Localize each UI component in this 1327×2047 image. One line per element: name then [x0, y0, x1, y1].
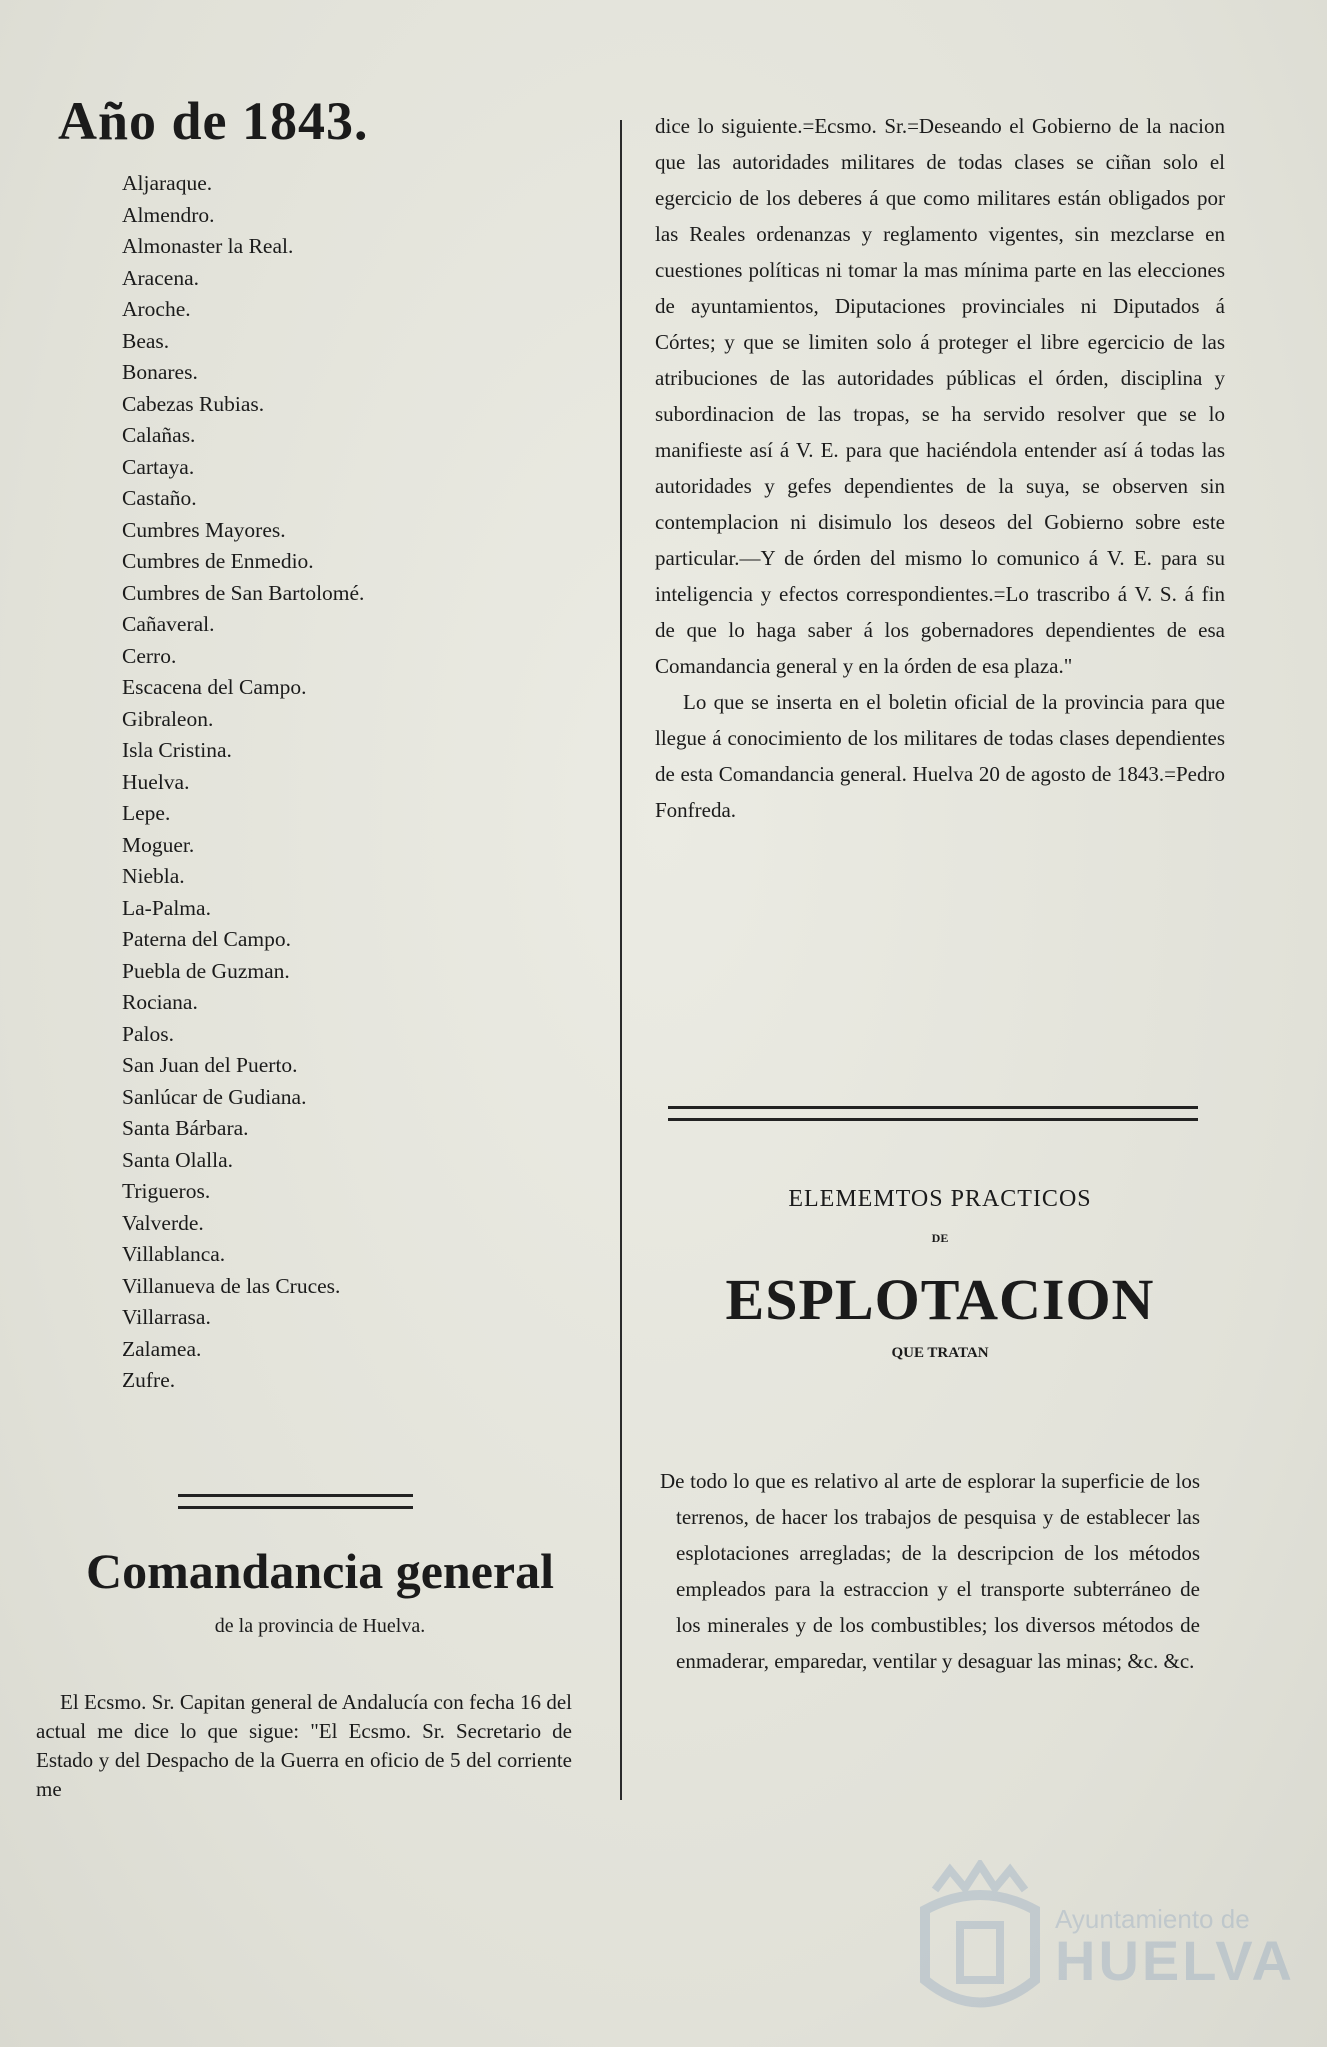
elementos-line4: QUE TRATAN: [891, 1345, 989, 1361]
section-divider-right: [668, 1106, 1198, 1121]
elementos-paragraph: De todo lo que es relativo al arte de esplorar la superficie de los terrenos, de hacer los trabajos de pesquisa y de establecer las esplotaciones arregladas; de la descripcion de los métodos empleados para la estraccion y el transporte subterráneo de los minerales y de los combustibles; los diversos métodos de enmaderar, emparedar, ventilar y desaguar las minas; &c. &c.: [660, 1469, 1200, 1673]
town-item: Aroche.: [122, 297, 191, 321]
left-column: [40, 90, 600, 1397]
town-item: Castaño.: [122, 486, 197, 510]
town-item: Trigueros.: [122, 1179, 211, 1203]
comandancia-paragraph: El Ecsmo. Sr. Capitan general de Andalucía con fecha 16 del actual me dice lo que sigue: "El Ecsmo. Sr. Secretario de Estado y del Despacho de la Guerra en oficio de 5 del corriente me: [36, 1690, 572, 1801]
town-item: Isla Cristina.: [122, 738, 232, 762]
town-item: Beas.: [122, 328, 170, 353]
town-item: Almonaster la Real.: [122, 234, 294, 258]
section-divider: [178, 1494, 413, 1509]
town-item: Sanlúcar de Gudiana.: [122, 1084, 307, 1109]
elementos-body: [660, 1463, 1200, 1679]
town-item: Zufre.: [122, 1368, 176, 1392]
decree-paragraph: dice lo siguiente.=Ecsmo. Sr.=Deseando el Gobierno de la nacion que las autoridades militares de todas clases se ciñan solo el egercicio de los deberes á que como militares están obligados por las Reales ordenanzas y reglamento vigentes, sin mezclarse en cuestiones políticas ni tomar la mas mínima parte en las elecciones de ayuntamientos, Diputaciones provinciales ni Diputados á Córtes; y que se limiten solo á proteger el libre egercicio de las atribuciones de las autoridades públicas el órden, disciplina y subordinacion de las tropas, se ha servido resolver que se lo manifieste así á V. E. para que haciéndola entender así á todas las autoridades y gefes dependientes de la suya, se observen sin contemplacion ni disimulo los deseos del Gobierno sobre este particular.—Y de órden del mismo lo comunico á V. E. para su inteligencia y efectos correspondientes.=Lo trascribo á V. S. á fin de que lo haga saber á los gobernadores dependientes de esa Comandancia general y en la órden de esa plaza.": [655, 114, 1225, 678]
comandancia-title: Comandancia general: [85, 1543, 555, 1599]
town-item: Santa Olalla.: [122, 1147, 234, 1172]
town-item: Bonares.: [122, 360, 198, 384]
town-item: San Juan del Puerto.: [122, 1053, 298, 1077]
town-item: Cañaveral.: [122, 612, 215, 636]
town-item: Lepe.: [122, 801, 171, 825]
town-item: Niebla.: [122, 864, 185, 888]
town-item: Villablanca.: [122, 1242, 226, 1266]
insertion-paragraph: Lo que se inserta en el boletin oficial de la provincia para que llegue á conocimiento de los militares de todas clases dependientes de esta Comandancia general. Huelva 20 de agosto de 1843.=Pedro Fonfreda.: [655, 690, 1225, 822]
town-item: Villanueva de las Cruces.: [122, 1273, 341, 1298]
town-item: Aljaraque.: [122, 171, 213, 195]
town-item: Rociana.: [122, 990, 198, 1014]
town-item: Cumbres Mayores.: [122, 517, 286, 542]
town-item: Aracena.: [122, 265, 199, 290]
elementos-line1: ELEMEMTOS PRACTICOS: [788, 1186, 1092, 1212]
town-item: Almendro.: [122, 202, 215, 227]
town-item: Cumbres de Enmedio.: [122, 549, 314, 573]
town-item: Gibraleon.: [122, 706, 214, 731]
town-list: [40, 168, 600, 1397]
town-item: Zalamea.: [122, 1336, 202, 1361]
town-item: Paterna del Campo.: [122, 927, 291, 951]
right-column: [655, 108, 1225, 828]
town-item: Cabezas Rubias.: [122, 391, 265, 416]
town-item: Escacena del Campo.: [122, 675, 307, 699]
town-item: Huelva.: [122, 769, 190, 794]
column-rule: [620, 120, 622, 1800]
comandancia-body: [36, 1688, 572, 1804]
town-item: Cerro.: [122, 643, 177, 668]
comandancia-subtitle: de la provincia de Huelva.: [214, 1615, 426, 1637]
watermark-top: Ayuntamiento de: [1055, 1904, 1250, 1934]
town-item: Cumbres de San Bartolomé.: [122, 580, 365, 605]
elementos-heading: [655, 1186, 1225, 1362]
town-item: Palos.: [122, 1021, 174, 1046]
town-item: La-Palma.: [122, 895, 211, 920]
town-item: Valverde.: [122, 1210, 204, 1235]
town-item: Santa Bárbara.: [122, 1116, 249, 1140]
town-item: Villarrasa.: [122, 1305, 211, 1329]
elementos-line2: DE: [931, 1231, 949, 1245]
watermark-big: HUELVA: [1055, 1929, 1295, 1992]
coat-of-arms-icon: [905, 1860, 1055, 2020]
elementos-title: ESPLOTACION: [725, 1267, 1155, 1332]
town-item: Calañas.: [122, 423, 196, 447]
year-title: Año de 1843.: [58, 91, 369, 151]
town-item: Puebla de Guzman.: [122, 958, 290, 983]
town-item: Cartaya.: [122, 454, 195, 479]
town-item: Moguer.: [122, 832, 195, 857]
